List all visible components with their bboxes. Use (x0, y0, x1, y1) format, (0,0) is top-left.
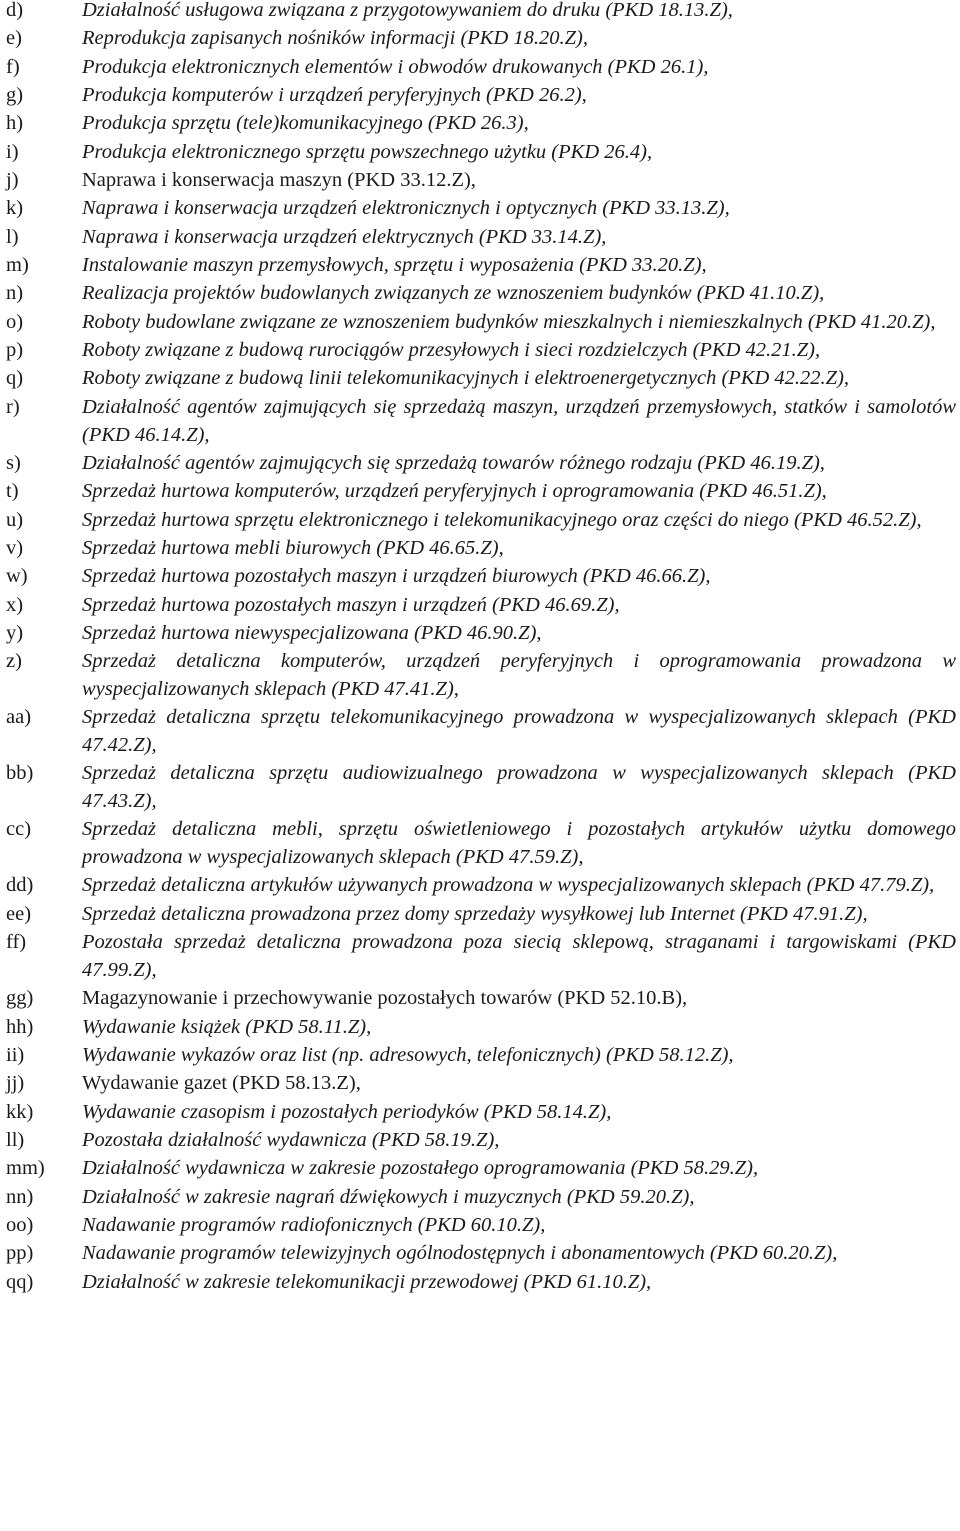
list-item (6, 139, 956, 167)
list-marker: t) (6, 480, 19, 503)
list-marker: x) (6, 593, 24, 616)
list-item-text: Magazynowanie i przechowywanie pozostałych towarów (PKD 52.10.B), (82, 987, 688, 1010)
list-marker: y) (6, 621, 24, 644)
list-marker: z) (6, 650, 22, 673)
list-marker: jj) (6, 1072, 25, 1095)
list-item-text: Sprzedaż detaliczna komputerów, urządzeń peryferyjnych i oprogramowania prowadzona w wyspecjalizowanych sklepach (PKD 47.41.Z), (82, 650, 956, 700)
list-item-text: Instalowanie maszyn przemysłowych, sprzętu i wyposażenia (PKD 33.20.Z), (82, 254, 707, 277)
list-marker: i) (6, 140, 19, 163)
list-item-text: Wydawanie czasopism i pozostałych periodyków (PKD 58.14.Z), (82, 1100, 612, 1123)
list-item-text: Produkcja komputerów i urządzeń peryferyjnych (PKD 26.2), (82, 84, 587, 107)
list-marker: qq) (6, 1270, 34, 1293)
list-item-text: Sprzedaż hurtowa pozostałych maszyn i urządzeń biurowych (PKD 46.66.Z), (82, 565, 711, 588)
list-item-text: Sprzedaż detaliczna mebli, sprzętu oświetleniowego i pozostałych artykułów użytku domowego prowadzona w wyspecjalizowanych sklepach (PKD 47.59.Z), (82, 818, 956, 869)
list-item-text: Sprzedaż detaliczna prowadzona przez domy sprzedaży wysyłkowej lub Internet (PKD 47.91.Z), (82, 902, 868, 925)
list-item (6, 25, 956, 53)
list-item (6, 1240, 956, 1268)
list-marker: l) (6, 225, 19, 248)
list-item-text: Sprzedaż detaliczna artykułów używanych prowadzona w wyspecjalizowanych sklepach (PKD 47.79.Z), (82, 874, 935, 897)
list-item (6, 1184, 956, 1212)
list-item (6, 816, 956, 871)
list-item-text: Produkcja elektronicznych elementów i obwodów drukowanych (PKD 26.1), (82, 55, 709, 78)
pkd-activity-list (6, 0, 956, 1297)
list-item (6, 110, 956, 138)
list-item (6, 337, 956, 365)
list-marker: s) (6, 451, 21, 474)
list-item-text: Sprzedaż hurtowa niewyspecjalizowana (PKD 46.90.Z), (82, 621, 542, 644)
list-marker: h) (6, 112, 24, 135)
list-marker: k) (6, 197, 24, 220)
list-item (6, 760, 956, 815)
list-marker: f) (6, 55, 20, 78)
list-marker: r) (6, 395, 20, 418)
list-item (6, 1099, 956, 1127)
list-item (6, 1269, 956, 1297)
list-marker: ll) (6, 1128, 25, 1151)
list-item (6, 1212, 956, 1240)
list-item-text: Pozostała sprzedaż detaliczna prowadzona poza siecią sklepową, straganami i targowiskami (PKD 47.99.Z), (82, 931, 956, 981)
list-item (6, 1042, 956, 1070)
list-marker: j) (6, 169, 19, 192)
list-marker: g) (6, 84, 24, 107)
list-item-text: Roboty związane z budową rurociągów przesyłowych i sieci rozdzielczych (PKD 42.21.Z), (82, 339, 821, 362)
list-item-text: Wydawanie książek (PKD 58.11.Z), (82, 1015, 372, 1038)
list-item (6, 985, 956, 1013)
list-item (6, 507, 956, 535)
list-marker: gg) (6, 987, 34, 1010)
list-item (6, 167, 956, 195)
list-item (6, 1155, 956, 1183)
list-item (6, 309, 956, 337)
list-item-text: Naprawa i konserwacja maszyn (PKD 33.12.Z), (82, 169, 476, 192)
list-item-text: Sprzedaż detaliczna sprzętu telekomunikacyjnego prowadzona w wyspecjalizowanych sklepach (PKD 47.42.Z), (82, 706, 956, 757)
list-item (6, 1014, 956, 1042)
list-marker: d) (6, 0, 24, 21)
list-item (6, 901, 956, 929)
list-item-text: Roboty związane z budową linii telekomunikacyjnych i elektroenergetycznych (PKD 42.22.Z), (82, 367, 850, 390)
list-item (6, 929, 956, 984)
list-item-text: Działalność w zakresie telekomunikacji przewodowej (PKD 61.10.Z), (82, 1270, 652, 1293)
list-marker: v) (6, 536, 24, 559)
list-item (6, 872, 956, 900)
list-marker: oo) (6, 1213, 34, 1236)
list-marker: w) (6, 565, 28, 588)
list-marker: bb) (6, 762, 34, 785)
list-marker: ee) (6, 902, 32, 925)
list-item-text: Produkcja sprzętu (tele)komunikacyjnego (PKD 26.3), (82, 112, 529, 135)
list-item-text: Sprzedaż hurtowa komputerów, urządzeń peryferyjnych i oprogramowania (PKD 46.51.Z), (82, 480, 827, 503)
list-marker: u) (6, 508, 24, 531)
list-item-text: Działalność agentów zajmujących się sprzedażą maszyn, urządzeń przemysłowych, statków i samolotów (PKD 46.14.Z), (82, 395, 956, 446)
list-item-text: Pozostała działalność wydawnicza (PKD 58.19.Z), (82, 1128, 500, 1151)
list-item-text: Produkcja elektronicznego sprzętu powszechnego użytku (PKD 26.4), (82, 140, 653, 163)
list-marker: q) (6, 367, 24, 390)
list-item-text: Wydawanie gazet (PKD 58.13.Z), (82, 1072, 361, 1095)
list-item (6, 1127, 956, 1155)
list-item-text: Działalność wydawnicza w zakresie pozostałego oprogramowania (PKD 58.29.Z), (82, 1157, 759, 1180)
list-item (6, 592, 956, 620)
list-item-text: Roboty budowlane związane ze wznoszeniem budynków mieszkalnych i niemieszkalnych (PKD 41.20.Z), (82, 310, 936, 333)
list-item (6, 224, 956, 252)
list-marker: o) (6, 310, 24, 333)
list-item (6, 54, 956, 82)
list-item (6, 394, 956, 449)
list-item-text: Wydawanie wykazów oraz list (np. adresowych, telefonicznych) (PKD 58.12.Z), (82, 1043, 734, 1066)
list-marker: e) (6, 27, 22, 50)
list-item (6, 82, 956, 110)
list-item-text: Sprzedaż hurtowa mebli biurowych (PKD 46.65.Z), (82, 536, 504, 559)
list-item-text: Działalność usługowa związana z przygotowywaniem do druku (PKD 18.13.Z), (82, 0, 733, 21)
list-marker: nn) (6, 1185, 34, 1208)
list-item (6, 0, 956, 25)
list-item-text: Reprodukcja zapisanych nośników informacji (PKD 18.20.Z), (82, 27, 588, 50)
list-marker: cc) (6, 818, 32, 841)
list-item-text: Działalność agentów zajmujących się sprzedażą towarów różnego rodzaju (PKD 46.19.Z), (82, 451, 825, 474)
list-item (6, 280, 956, 308)
list-item (6, 450, 956, 478)
list-item-text: Sprzedaż hurtowa sprzętu elektronicznego i telekomunikacyjnego oraz części do niego (PKD 46.52.Z), (82, 508, 922, 531)
list-marker: m) (6, 254, 29, 277)
list-item (6, 704, 956, 759)
list-marker: n) (6, 282, 24, 305)
list-marker: hh) (6, 1015, 34, 1038)
list-marker: pp) (6, 1242, 34, 1265)
list-marker: p) (6, 339, 24, 362)
list-item (6, 648, 956, 703)
list-item-text: Działalność w zakresie nagrań dźwiękowych i muzycznych (PKD 59.20.Z), (82, 1185, 695, 1208)
list-item (6, 195, 956, 223)
list-item (6, 252, 956, 280)
list-item (6, 620, 956, 648)
list-marker: aa) (6, 706, 32, 729)
list-marker: kk) (6, 1100, 34, 1123)
list-item-text: Nadawanie programów radiofonicznych (PKD 60.10.Z), (82, 1213, 546, 1236)
list-item-text: Sprzedaż detaliczna sprzętu audiowizualnego prowadzona w wyspecjalizowanych sklepach (PKD 47.43.Z), (82, 762, 956, 813)
list-item (6, 563, 956, 591)
list-item-text: Realizacja projektów budowlanych związanych ze wznoszeniem budynków (PKD 41.10.Z), (82, 282, 825, 305)
list-item-text: Naprawa i konserwacja urządzeń elektrycznych (PKD 33.14.Z), (82, 225, 607, 248)
list-item-text: Naprawa i konserwacja urządzeń elektronicznych i optycznych (PKD 33.13.Z), (82, 197, 730, 220)
list-item-text: Nadawanie programów telewizyjnych ogólnodostępnych i abonamentowych (PKD 60.20.Z), (82, 1242, 838, 1265)
list-item (6, 365, 956, 393)
list-item-text: Sprzedaż hurtowa pozostałych maszyn i urządzeń (PKD 46.69.Z), (82, 593, 620, 616)
list-marker: dd) (6, 874, 34, 897)
list-item (6, 535, 956, 563)
list-item (6, 1070, 956, 1098)
list-marker: mm) (6, 1157, 45, 1180)
list-item (6, 478, 956, 506)
list-marker: ii) (6, 1043, 25, 1066)
list-marker: ff) (6, 931, 27, 954)
